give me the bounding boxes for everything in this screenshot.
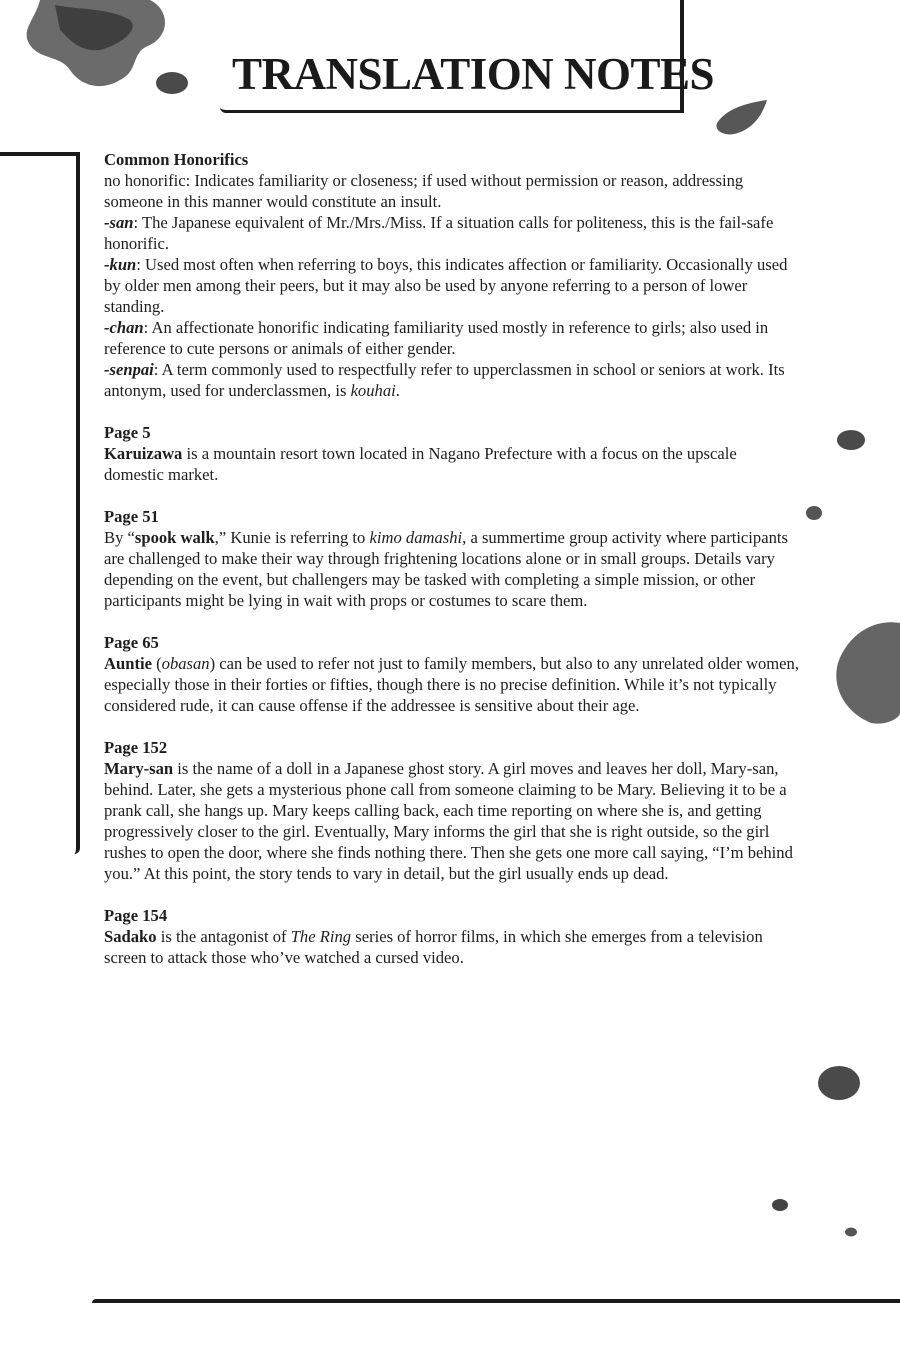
honorific-san — [104, 212, 800, 254]
note-term: Auntie — [104, 654, 152, 673]
note-page-65 — [104, 632, 800, 716]
honorific-senpai — [104, 359, 800, 401]
note-italic-term: kimo damashi — [369, 528, 463, 547]
note-body-text: is the name of a doll in a Japanese ghost story. A girl moves and leaves her doll, Mary-san, behind. Later, she gets a mysterious phone call from someone claiming to be Mary. Believing it to be a prank call, she hangs up. Mary keeps calling back, each time reporting on where she is, and getting progressively closer to the girl. Eventually, Mary informs the girl that she is right outside, so the girl rushes to open the door, where she finds nothing there. Then she gets one more call saying, “I’m behind you.” At this point, the story tends to vary in detail, but the girl usually ends up dead. — [104, 759, 793, 883]
honorific-term: -chan — [104, 318, 144, 337]
note-body-text: ) can be used to refer not just to family members, but also to any unrelated older women, especially those in their forties or fifties, though there is no precise definition. While it’s not typically considered rude, it can cause offense if the addressee is sensitive about their age. — [104, 654, 799, 715]
note-text — [104, 443, 800, 485]
honorific-text: : A term commonly used to respectfully refer to upperclassmen in school or seniors at work. Its antonym, used for underclassmen, is — [104, 360, 785, 400]
note-italic-term: The Ring — [290, 927, 352, 946]
honorific-term: -san — [104, 213, 134, 232]
note-page-51 — [104, 506, 800, 611]
note-page-154 — [104, 905, 800, 968]
note-heading: Page 65 — [104, 633, 159, 652]
bottom-rule — [92, 1299, 900, 1303]
honorific-chan — [104, 317, 800, 359]
note-term: Mary-san — [104, 759, 174, 778]
note-heading: Page 5 — [104, 423, 151, 442]
page-title: TRANSLATION NOTES — [232, 49, 715, 99]
note-text — [104, 653, 800, 716]
honorific-text: : The Japanese equivalent of Mr./Mrs./Miss. If a situation calls for politeness, this is the fail-safe honorific. — [104, 213, 774, 253]
note-text — [104, 926, 800, 968]
left-bracket-rule — [0, 152, 80, 854]
note-body-text: , a summertime group activity where participants are challenged to make their way through frightening locations alone or in small groups. Details vary depending on the event, but challengers may be tasked with completing a simple mission, or other participants might be lying in wait with props or costumes to scare them. — [104, 528, 788, 610]
note-body-text: is the antagonist of — [156, 927, 291, 946]
kouhai-term: kouhai — [350, 381, 396, 400]
honorific-none: no honorific: Indicates familiarity or closeness; if used without permission or reason, addressing someone in this manner would constitute an insult. — [104, 171, 744, 211]
ink-splatter-top-right — [712, 98, 772, 138]
ink-drop-title — [154, 70, 190, 96]
notes-body — [104, 149, 800, 968]
honorific-text: : Used most often when referring to boys, this indicates affection or familiarity. Occasionally used by older men among their peers, but it may also be used by anyone referring to a person of lower standing. — [104, 255, 788, 316]
ink-drop-right-1 — [836, 428, 868, 452]
note-page-5 — [104, 422, 800, 485]
note-body-text: ( — [151, 654, 162, 673]
honorific-kun — [104, 254, 800, 317]
honorific-term: -kun — [104, 255, 137, 274]
note-page-152 — [104, 737, 800, 884]
note-body-text: is a mountain resort town located in Nagano Prefecture with a focus on the upscale domestic market. — [104, 444, 737, 484]
note-heading: Page 154 — [104, 906, 168, 925]
note-term: spook walk — [134, 528, 215, 547]
note-body-text: series of horror films, in which she emerges from a television screen to attack those who’ve watched a cursed video. — [104, 927, 763, 967]
honorific-text: : An affectionate honorific indicating familiarity used mostly in reference to girls; also used in reference to cute persons or animals of either gender. — [104, 318, 769, 358]
note-term: Karuizawa — [104, 444, 183, 463]
ink-drop-bottom-2 — [843, 1226, 859, 1238]
note-body-text: By “ — [104, 528, 135, 547]
ink-drop-bottom-1 — [770, 1197, 790, 1213]
note-italic-term: obasan — [161, 654, 210, 673]
note-body-text: ,” Kunie is referring to — [214, 528, 370, 547]
note-heading: Page 51 — [104, 507, 159, 526]
note-text — [104, 758, 800, 884]
ink-drop-right-3 — [815, 1062, 863, 1104]
note-heading: Page 152 — [104, 738, 168, 757]
ink-drop-right-2 — [804, 503, 824, 523]
honorifics-heading: Common Honorifics — [104, 150, 249, 169]
note-term: Sadako — [104, 927, 157, 946]
sentence-end: . — [395, 381, 400, 400]
note-text — [104, 527, 800, 611]
honorifics-section — [104, 149, 800, 401]
ink-splatter-right-large — [826, 618, 900, 728]
honorific-term: -senpai — [104, 360, 154, 379]
